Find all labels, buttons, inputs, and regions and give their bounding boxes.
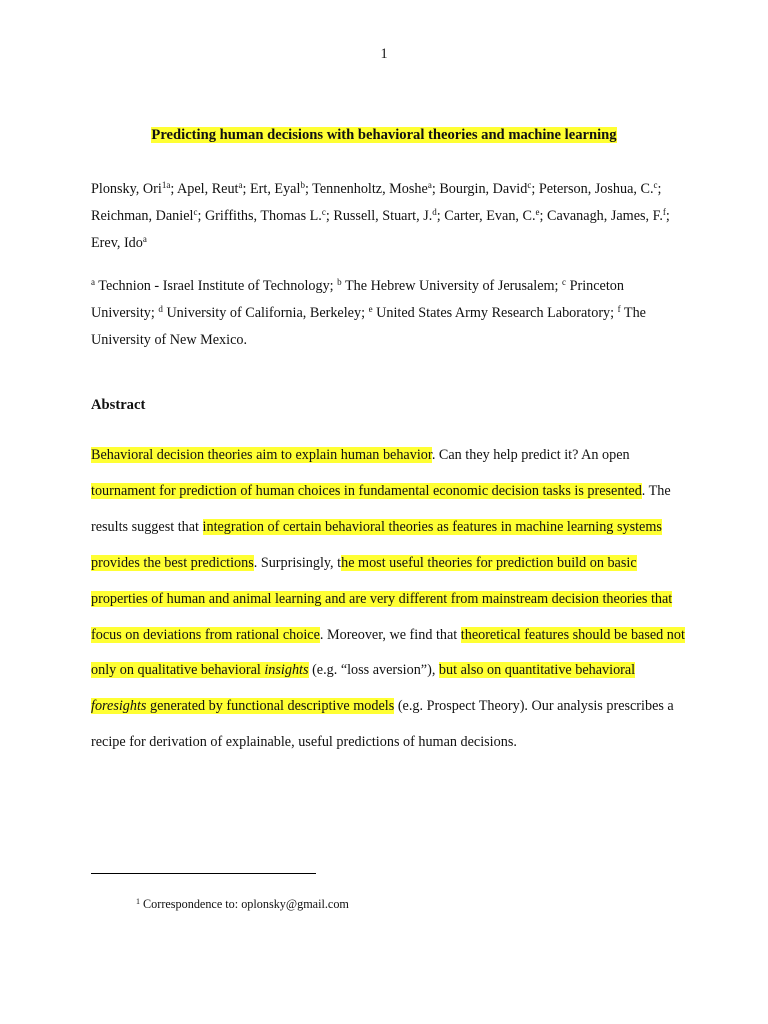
author-affiliation-marker: c [193, 207, 198, 217]
author-name: Reichman, Daniel [91, 208, 194, 224]
affiliation-text: The Hebrew University of Jerusalem; [341, 278, 563, 294]
highlighted-text: insights [264, 662, 309, 679]
author [91, 181, 177, 197]
author-separator: ; [436, 208, 445, 224]
affiliation-marker: d [158, 304, 163, 314]
author [312, 181, 439, 197]
author-affiliation-marker: 1a [161, 180, 171, 190]
highlighted-text: generated by functional descriptive models [146, 698, 395, 715]
author-separator: ; [665, 208, 670, 224]
abstract-body [91, 438, 691, 761]
affiliation-text: United States Army Research Laboratory; [372, 305, 618, 321]
paper-title [0, 127, 768, 144]
abstract-text: . Can they help predict it? An open [431, 447, 630, 463]
abstract-text: (e.g. Prospect Theory). Our analysis prescribes a recipe for derivation of explainable, useful predictions of human decisions. [91, 698, 674, 751]
affiliation-list [91, 273, 691, 354]
title-text: Predicting human decisions with behavioral theories and machine learning [151, 127, 617, 143]
highlighted-text: integration of certain behavioral theories as features in machine learning systems provides the best predictions [91, 518, 662, 571]
author [205, 208, 333, 224]
author-name: Griffiths, Thomas L. [204, 208, 322, 224]
author-name: Ert, Eyal [250, 181, 301, 197]
author-separator: ; [170, 181, 178, 197]
author-separator: ; [304, 181, 313, 197]
author-name: Peterson, Joshua, C. [538, 181, 654, 197]
affiliation-text: University of California, Berkeley; [162, 305, 369, 321]
affiliation [91, 278, 337, 294]
affiliation-marker: e [368, 304, 373, 314]
author-list [91, 176, 691, 257]
author-affiliation-marker: b [300, 180, 305, 190]
author [177, 181, 250, 197]
author-affiliation-marker: a [427, 180, 432, 190]
author-name: Plonsky, Ori [91, 181, 162, 197]
footnote-marker: 1 [136, 897, 140, 906]
author [444, 208, 547, 224]
affiliation-marker: c [562, 277, 567, 287]
author-affiliation-marker: a [238, 180, 243, 190]
author [91, 208, 205, 224]
author [91, 235, 147, 251]
author-separator: ; [242, 181, 250, 197]
author [439, 181, 539, 197]
page-number: 1 [380, 46, 388, 62]
footnote-divider [91, 873, 316, 874]
affiliation [337, 278, 562, 294]
affiliation-marker: a [91, 277, 95, 287]
highlighted-text: tournament for prediction of human choices in fundamental economic decision tasks is presented [91, 482, 642, 499]
highlighted-text: theoretical features should be based not only on qualitative behavioral [91, 626, 685, 679]
author-name: Erev, Ido [91, 235, 143, 251]
author-separator: ; [657, 181, 662, 197]
affiliation [158, 305, 368, 321]
author-separator: ; [539, 208, 548, 224]
author [250, 181, 312, 197]
footnote-text: Correspondence to: oplonsky@gmail.com [140, 897, 349, 911]
author-name: Apel, Reut [177, 181, 239, 197]
author-affiliation-marker: f [662, 207, 666, 217]
highlighted-text: but also on quantitative behavioral [438, 662, 636, 679]
affiliation-text: The University of New Mexico. [91, 305, 646, 348]
affiliation-text: Princeton University; [91, 278, 624, 321]
author-name: Cavanagh, James, F. [547, 208, 663, 224]
author-affiliation-marker: c [321, 207, 326, 217]
author-affiliation-marker: c [527, 180, 532, 190]
author [539, 181, 662, 197]
author-name: Tennenholtz, Moshe [312, 181, 428, 197]
footnote [136, 897, 349, 912]
abstract-text: . The results suggest that [91, 482, 671, 535]
author-affiliation-marker: d [432, 207, 437, 217]
author-name: Carter, Evan, C. [444, 208, 536, 224]
author [547, 208, 670, 224]
affiliation-marker: f [617, 304, 621, 314]
author-separator: ; [531, 181, 539, 197]
highlighted-text: he most useful theories for prediction build on basic properties of human and animal learning and are very different from mainstream decision theories that focus on deviations from rational choice [91, 554, 673, 643]
abstract-text: . Surprisingly, t [253, 554, 342, 571]
author-name: Bourgin, David [439, 181, 528, 197]
author [333, 208, 444, 224]
abstract-text: (e.g. “loss aversion”), [308, 662, 439, 679]
highlighted-text: foresights [91, 698, 147, 715]
author-separator: ; [325, 208, 334, 224]
affiliation [369, 305, 618, 321]
abstract-heading: Abstract [91, 397, 146, 413]
author-separator: ; [197, 208, 205, 224]
abstract-text: . Moreover, we find that [319, 626, 461, 643]
author-affiliation-marker: a [142, 234, 147, 244]
highlighted-text: Behavioral decision theories aim to explain human behavior [91, 447, 432, 463]
author-affiliation-marker: c [653, 180, 658, 190]
author-affiliation-marker: e [535, 207, 540, 217]
author-name: Russell, Stuart, J. [333, 208, 433, 224]
affiliation-marker: b [337, 277, 342, 287]
affiliation-text: Technion - Israel Institute of Technology; [95, 278, 338, 294]
author-separator: ; [431, 181, 440, 197]
